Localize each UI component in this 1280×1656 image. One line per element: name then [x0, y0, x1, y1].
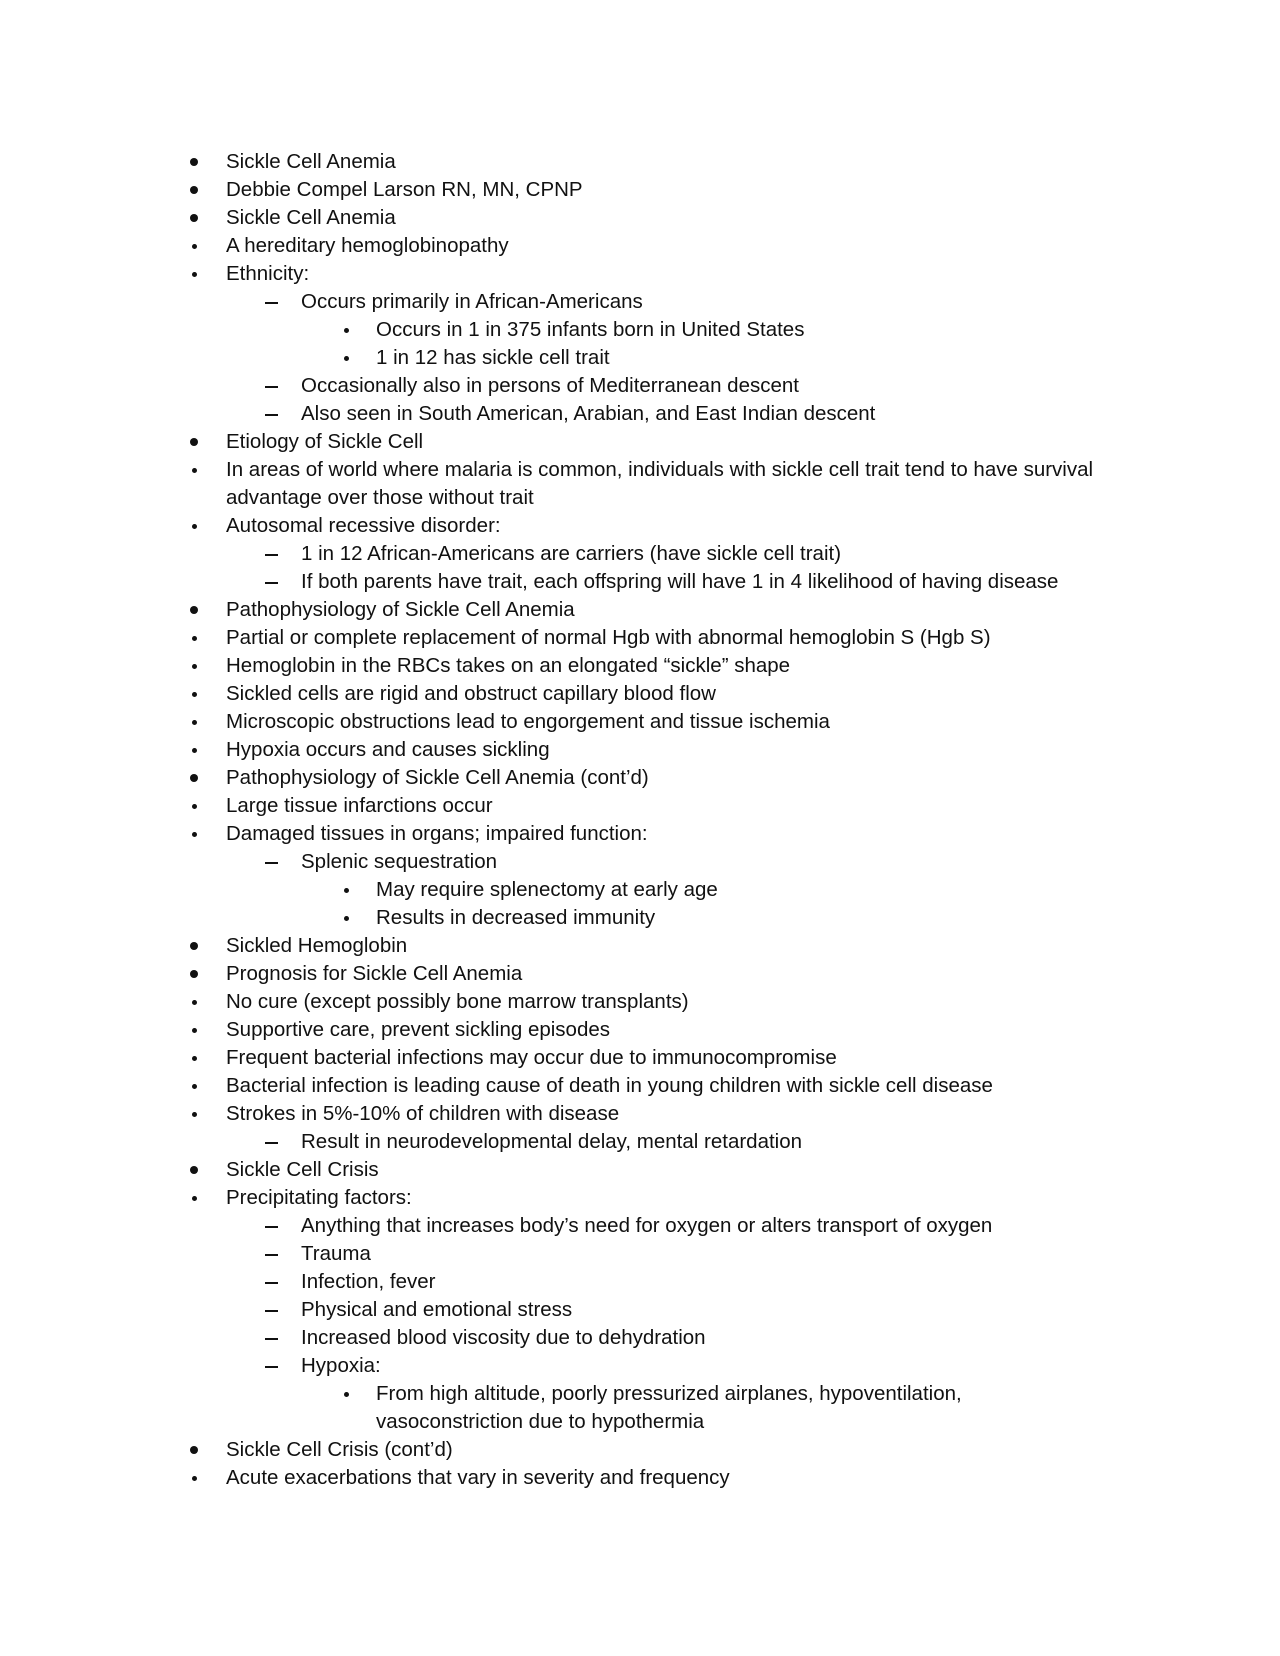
outline-item: [0, 1156, 1126, 1184]
outline-item-text: Supportive care, prevent sickling episodes: [226, 1018, 611, 1041]
outline-item: [0, 1268, 1131, 1296]
outline-item-text: Sickle Cell Anemia: [226, 150, 396, 173]
outline-item: [0, 904, 1016, 932]
outline-item-text: Microscopic obstructions lead to engorgement and tissue ischemia: [226, 710, 830, 733]
outline-item-text: Hemoglobin in the RBCs takes on an elongated “sickle” shape: [226, 654, 791, 677]
dash-bullet-icon: [261, 848, 281, 864]
bullet-outline: [0, 148, 1280, 1492]
outline-item-text: No cure (except possibly bone marrow transplants): [226, 990, 689, 1013]
outline-item-text: Results in decreased immunity: [376, 906, 656, 929]
outline-item: [0, 232, 1126, 260]
outline-item: [0, 680, 1126, 708]
dash-bullet-icon: [261, 1352, 281, 1368]
outline-item: [0, 988, 1126, 1016]
outline-item: [0, 372, 1131, 400]
outline-item-text: Result in neurodevelopmental delay, mental retardation: [301, 1130, 803, 1153]
bullet-icon: [184, 1044, 204, 1061]
outline-item: [0, 1380, 1016, 1436]
outline-item-text: Large tissue infarctions occur: [226, 794, 493, 817]
outline-item-text: If both parents have trait, each offspring will have 1 in 4 likelihood of having disease: [301, 570, 1059, 593]
outline-item-text: Precipitating factors:: [226, 1186, 412, 1209]
outline-item-text: Partial or complete replacement of normal Hgb with abnormal hemoglobin S (Hgb S): [226, 626, 991, 649]
outline-item-text: Sickle Cell Crisis (cont’d): [226, 1438, 453, 1461]
outline-item: [0, 1464, 1126, 1492]
bullet-icon: [184, 1464, 204, 1481]
bullet-icon: [184, 1436, 204, 1454]
outline-item: [0, 652, 1126, 680]
outline-item: [0, 1128, 1131, 1156]
outline-item-text: Infection, fever: [301, 1270, 436, 1293]
bullet-icon: [184, 792, 204, 809]
outline-item: [0, 1072, 1126, 1100]
bullet-icon: [184, 1072, 204, 1089]
outline-item: [0, 960, 1126, 988]
outline-item-text: Prognosis for Sickle Cell Anemia: [226, 962, 523, 985]
bullet-icon: [336, 316, 356, 333]
bullet-icon: [184, 1184, 204, 1201]
outline-item-text: A hereditary hemoglobinopathy: [226, 234, 509, 257]
outline-item: [0, 1296, 1131, 1324]
outline-item: [0, 764, 1126, 792]
outline-item: [0, 260, 1126, 288]
outline-item: [0, 876, 1016, 904]
outline-item: [0, 568, 1131, 596]
outline-item: [0, 1212, 1131, 1240]
outline-item-text: Sickled Hemoglobin: [226, 934, 408, 957]
outline-item-text: Strokes in 5%-10% of children with disease: [226, 1102, 620, 1125]
bullet-icon: [184, 1156, 204, 1174]
bullet-icon: [336, 876, 356, 893]
outline-item: [0, 288, 1131, 316]
bullet-icon: [184, 176, 204, 194]
bullet-icon: [336, 1380, 356, 1397]
bullet-icon: [336, 344, 356, 361]
bullet-icon: [184, 512, 204, 529]
bullet-icon: [184, 820, 204, 837]
outline-item: [0, 792, 1126, 820]
bullet-icon: [184, 680, 204, 697]
dash-bullet-icon: [261, 1296, 281, 1312]
dash-bullet-icon: [261, 1240, 281, 1256]
outline-item: [0, 1324, 1131, 1352]
outline-item: [0, 400, 1131, 428]
outline-item-text: 1 in 12 has sickle cell trait: [376, 346, 610, 369]
outline-item: [0, 1352, 1131, 1380]
outline-item-text: In areas of world where malaria is common, individuals with sickle cell trait tend to have survival advantage over those without trait: [226, 458, 1094, 509]
outline-item-text: Pathophysiology of Sickle Cell Anemia (cont’d): [226, 766, 649, 789]
bullet-icon: [184, 596, 204, 614]
outline-item-text: Occasionally also in persons of Mediterranean descent: [301, 374, 799, 397]
outline-item-text: Ethnicity:: [226, 262, 310, 285]
outline-item-text: Sickle Cell Crisis: [226, 1158, 379, 1181]
outline-item-text: Splenic sequestration: [301, 850, 498, 873]
outline-item-text: Etiology of Sickle Cell: [226, 430, 424, 453]
bullet-icon: [336, 904, 356, 921]
bullet-icon: [184, 428, 204, 446]
outline-item: [0, 316, 1016, 344]
bullet-icon: [184, 1100, 204, 1117]
outline-item-text: Acute exacerbations that vary in severity and frequency: [226, 1466, 730, 1489]
dash-bullet-icon: [261, 1324, 281, 1340]
bullet-icon: [184, 736, 204, 753]
outline-item: [0, 1100, 1126, 1128]
outline-item: [0, 932, 1126, 960]
dash-bullet-icon: [261, 1128, 281, 1144]
dash-bullet-icon: [261, 540, 281, 556]
outline-item-text: May require splenectomy at early age: [376, 878, 718, 901]
bullet-icon: [184, 988, 204, 1005]
bullet-icon: [184, 232, 204, 249]
outline-item: [0, 736, 1126, 764]
outline-item: [0, 848, 1131, 876]
outline-item: [0, 428, 1126, 456]
outline-item-text: From high altitude, poorly pressurized airplanes, hypoventilation, vasoconstriction due to hypothermia: [376, 1382, 962, 1433]
outline-item: [0, 344, 1016, 372]
bullet-icon: [184, 960, 204, 978]
outline-item-text: Trauma: [301, 1242, 371, 1265]
dash-bullet-icon: [261, 1212, 281, 1228]
outline-item: [0, 624, 1126, 652]
bullet-icon: [184, 708, 204, 725]
outline-item: [0, 1044, 1126, 1072]
dash-bullet-icon: [261, 372, 281, 388]
outline-item-text: Anything that increases body’s need for oxygen or alters transport of oxygen: [301, 1214, 993, 1237]
outline-item-text: Damaged tissues in organs; impaired function:: [226, 822, 648, 845]
outline-item: [0, 176, 1126, 204]
outline-item: [0, 1436, 1126, 1464]
outline-item-text: Frequent bacterial infections may occur due to immunocompromise: [226, 1046, 837, 1069]
dash-bullet-icon: [261, 568, 281, 584]
outline-item-text: Sickled cells are rigid and obstruct capillary blood flow: [226, 682, 716, 705]
outline-item: [0, 708, 1126, 736]
outline-item-text: Pathophysiology of Sickle Cell Anemia: [226, 598, 575, 621]
outline-item-text: 1 in 12 African-Americans are carriers (have sickle cell trait): [301, 542, 842, 565]
bullet-icon: [184, 652, 204, 669]
bullet-icon: [184, 764, 204, 782]
outline-item-text: Hypoxia occurs and causes sickling: [226, 738, 550, 761]
dash-bullet-icon: [261, 288, 281, 304]
outline-item-text: Also seen in South American, Arabian, and East Indian descent: [301, 402, 876, 425]
bullet-icon: [184, 456, 204, 473]
outline-item: [0, 540, 1131, 568]
bullet-icon: [184, 148, 204, 166]
outline-item-text: Autosomal recessive disorder:: [226, 514, 501, 537]
outline-item: [0, 596, 1126, 624]
outline-item-text: Debbie Compel Larson RN, MN, CPNP: [226, 178, 583, 201]
outline-item-text: Occurs in 1 in 375 infants born in United States: [376, 318, 805, 341]
outline-item: [0, 1184, 1126, 1212]
bullet-icon: [184, 1016, 204, 1033]
outline-item: [0, 456, 1126, 512]
dash-bullet-icon: [261, 1268, 281, 1284]
bullet-icon: [184, 260, 204, 277]
outline-item: [0, 512, 1126, 540]
outline-item: [0, 1016, 1126, 1044]
outline-item-text: Occurs primarily in African-Americans: [301, 290, 643, 313]
outline-item-text: Hypoxia:: [301, 1354, 381, 1377]
outline-item: [0, 1240, 1131, 1268]
outline-item-text: Increased blood viscosity due to dehydration: [301, 1326, 706, 1349]
bullet-icon: [184, 624, 204, 641]
outline-item-text: Bacterial infection is leading cause of death in young children with sickle cell disease: [226, 1074, 993, 1097]
outline-item: [0, 148, 1126, 176]
outline-item: [0, 204, 1126, 232]
outline-item-text: Physical and emotional stress: [301, 1298, 573, 1321]
bullet-icon: [184, 932, 204, 950]
dash-bullet-icon: [261, 400, 281, 416]
outline-item-text: Sickle Cell Anemia: [226, 206, 396, 229]
bullet-icon: [184, 204, 204, 222]
outline-item: [0, 820, 1126, 848]
